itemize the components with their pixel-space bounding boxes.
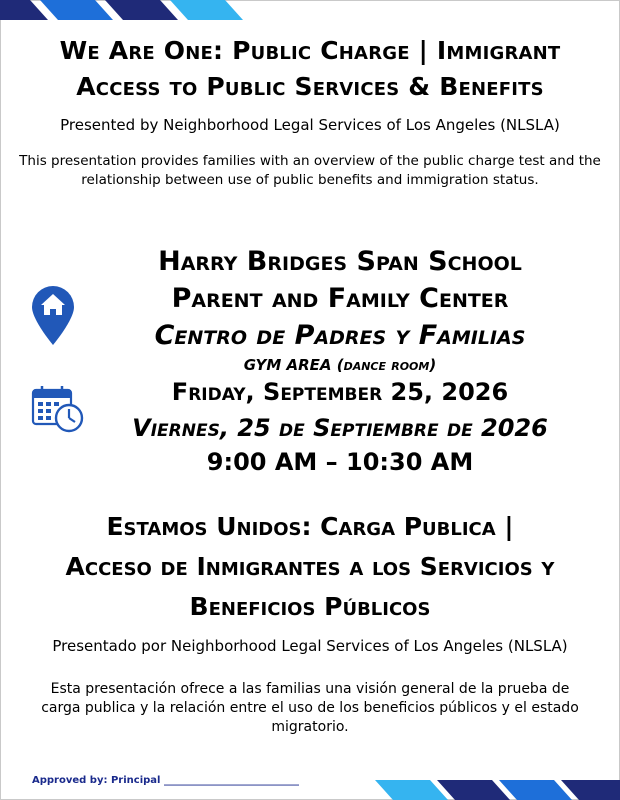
presented-by-spanish: Presentado por Neighborhood Legal Services of Los Angeles (NLSLA): [52, 637, 568, 655]
signature-line: ___________________________: [163, 775, 299, 786]
description-spanish: Esta presentación ofrece a las familias una visión general de la prueba de carga publica y la relación entre el uso de los beneficios públicos y el estado migratorio.: [41, 681, 579, 735]
spanish-title-line-1: Estamos Unidos: Carga Publica |: [106, 512, 514, 541]
event-date-spanish: Viernes, 25 de Septiembre de 2026: [132, 414, 548, 442]
center-name-english: Parent and Family Center: [171, 283, 509, 314]
page-title-line-1: We Are One: Public Charge | Immigrant: [59, 36, 561, 65]
description-english: This presentation provides families with an overview of the public charge test and the relationship between use of public benefits and immigration status.: [19, 153, 601, 188]
event-date-english: Friday, September 25, 2026: [171, 378, 509, 406]
page-title-line-2: Access to Public Services & Benefits: [76, 72, 544, 101]
bottom-stripe-decoration: [375, 778, 620, 800]
top-stripe-decoration: [0, 0, 250, 22]
room-name: GYM AREA (dance room): [243, 356, 437, 374]
center-name-spanish: Centro de Padres y Familias: [154, 320, 526, 351]
spanish-title-line-2: Acceso de Inmigrantes a los Servicios y: [65, 552, 555, 581]
presented-by-english: Presented by Neighborhood Legal Services of Los Angeles (NLSLA): [60, 116, 560, 134]
event-time: 9:00 AM – 10:30 AM: [206, 448, 474, 476]
approved-label: Approved by: Principal: [32, 775, 161, 786]
approval-signature-line: [32, 775, 299, 786]
school-name: Harry Bridges Span School: [158, 246, 522, 277]
spanish-title-line-3: Beneficios Públicos: [189, 592, 431, 621]
